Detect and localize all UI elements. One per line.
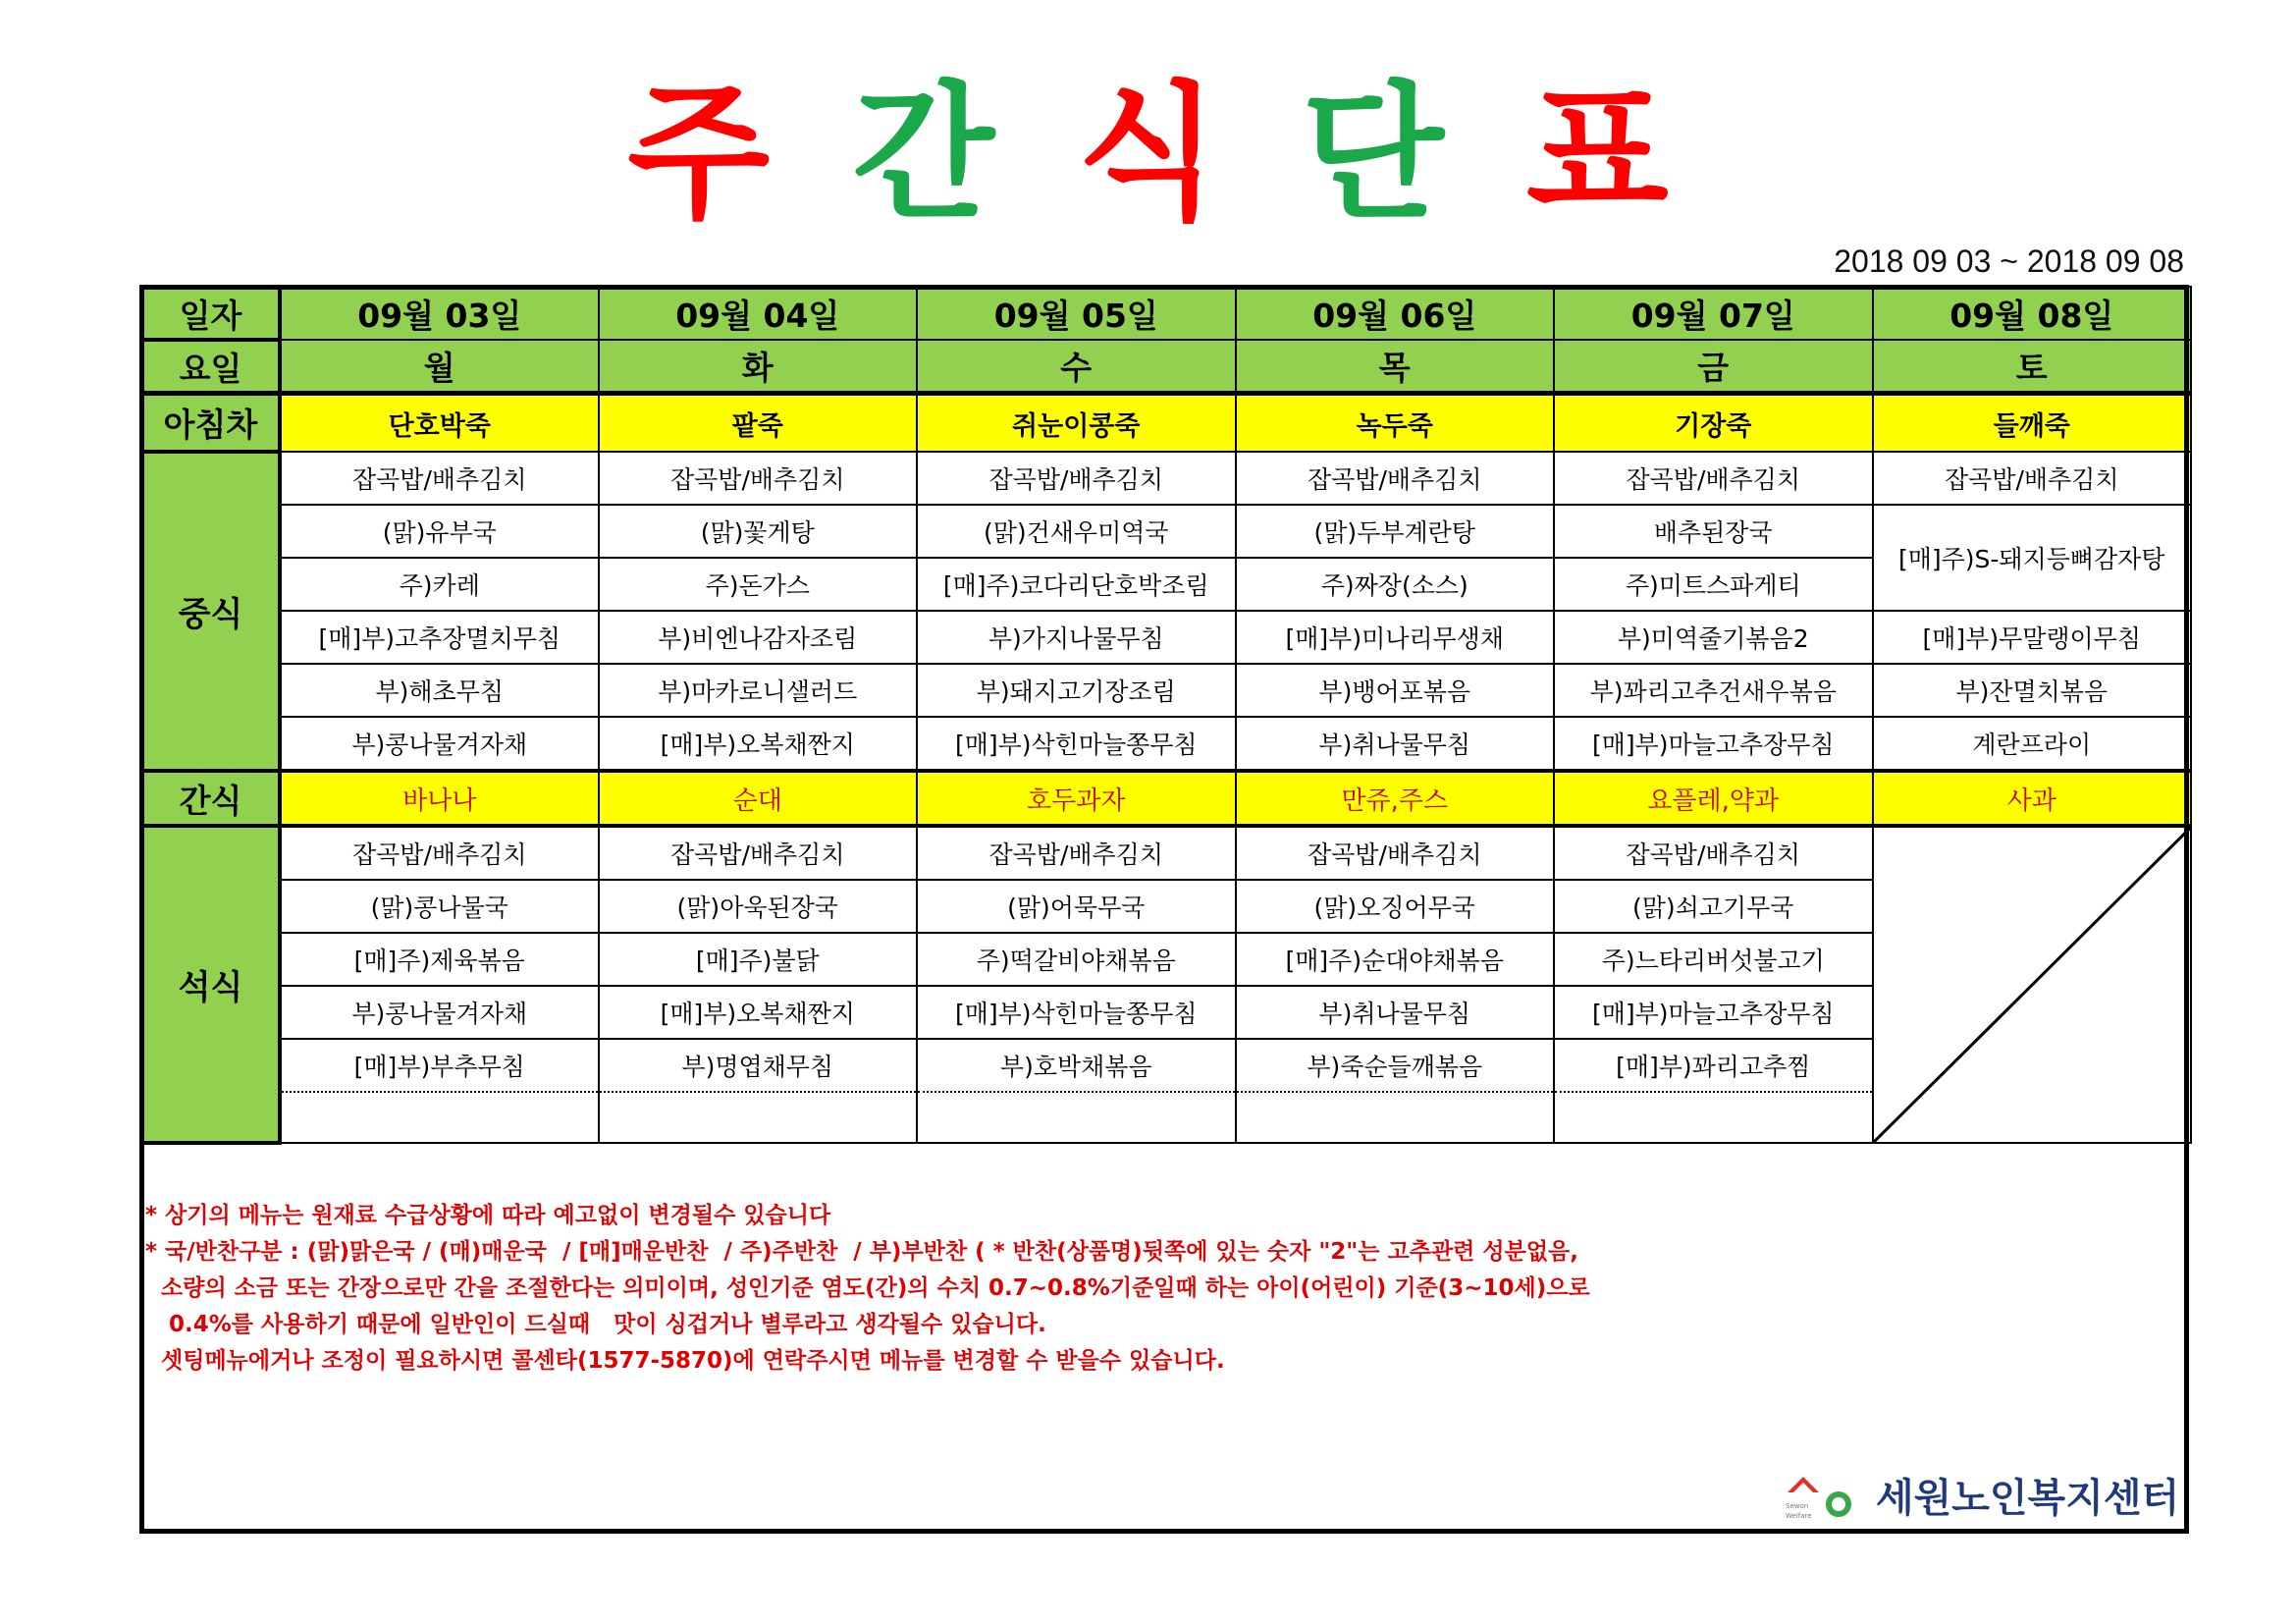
dinner-item: 주)떡갈비야채볶음 [917, 933, 1236, 986]
lunch-item: 주)카레 [280, 558, 599, 611]
logo-mark-text-1: Sewon [1786, 1502, 1809, 1510]
breakfast-item: 쥐눈이콩죽 [917, 394, 1236, 453]
breakfast-item: 단호박죽 [280, 394, 599, 453]
dinner-item: 잡곡밥/배추김치 [599, 826, 918, 880]
lunch-item: 부)콩나물겨자채 [280, 717, 599, 771]
lunch-item: (맑)꽃게탕 [599, 505, 918, 558]
title-char: 간 [852, 69, 995, 240]
dinner-item: [매]주)불닭 [599, 933, 918, 986]
dinner-item: 주)느타리버섯불고기 [1554, 933, 1873, 986]
title-char: 단 [1301, 69, 1444, 240]
dinner-item: 부)호박채볶음 [917, 1039, 1236, 1092]
title-char: 식 [1077, 69, 1219, 240]
weekday-header: 금 [1554, 340, 1873, 394]
dinner-item: [매]부)꽈리고추찜 [1554, 1039, 1873, 1092]
snack-item: 바나나 [280, 771, 599, 826]
lunch-item: 배추된장국 [1554, 505, 1873, 558]
lunch-item: 부)해초무침 [280, 664, 599, 717]
breakfast-item: 들깨죽 [1873, 394, 2192, 453]
snack-item: 사과 [1873, 771, 2192, 826]
lunch-item: 부)미역줄기볶음2 [1554, 611, 1873, 664]
dinner-item: (맑)콩나물국 [280, 880, 599, 933]
dinner-item: [매]주)순대야채볶음 [1236, 933, 1555, 986]
dinner-item: [매]부)마늘고추장무침 [1554, 986, 1873, 1039]
page-title [0, 69, 2296, 240]
row-label-breakfast: 아침차 [141, 394, 280, 453]
note-line: * 상기의 메뉴는 원재료 수급상황에 따라 예고없이 변경될수 있습니다 [145, 1203, 831, 1228]
lunch-item: [매]주)S-돼지등뼈감자탕 [1873, 505, 2192, 611]
note-line: 소량의 소금 또는 간장으로만 간을 조절한다는 의미이며, 성인기준 염도(간)의 수치 0.7~0.8%기준일때 하는 아이(어린이) 기준(3~10세)으로 [145, 1275, 1590, 1301]
note-line: * 국/반찬구분 : (맑)맑은국 / (매)매운국 / [매]매운반찬 / 주)주반찬 / 부)부반찬 ( * 반찬(상품명)뒷쪽에 있는 숫자 "2"는 고추관련 성분없음, [145, 1239, 1578, 1265]
date-header: 09월 03일 [280, 287, 599, 340]
lunch-item: 부)취나물무침 [1236, 717, 1555, 771]
lunch-item: (맑)두부계란탕 [1236, 505, 1555, 558]
dinner-item: [매]부)삭힌마늘쫑무침 [917, 986, 1236, 1039]
house-circle-logo-icon [1782, 1467, 1855, 1526]
dinner-item: 부)취나물무침 [1236, 986, 1555, 1039]
date-header: 09월 05일 [917, 287, 1236, 340]
lunch-item: 부)가지나물무침 [917, 611, 1236, 664]
weekday-header: 토 [1873, 340, 2192, 394]
breakfast-item: 녹두죽 [1236, 394, 1555, 453]
lunch-item: 잡곡밥/배추김치 [280, 452, 599, 505]
lunch-item: 계란프라이 [1873, 717, 2192, 771]
dinner-item: 부)죽순들깨볶음 [1236, 1039, 1555, 1092]
lunch-item: 부)마카로니샐러드 [599, 664, 918, 717]
weekday-header: 화 [599, 340, 918, 394]
lunch-item: [매]부)무말랭이무침 [1873, 611, 2192, 664]
date-header: 09월 06일 [1236, 287, 1555, 340]
lunch-item: 주)미트스파게티 [1554, 558, 1873, 611]
note-line: 셋팅메뉴에거나 조정이 필요하시면 콜센타(1577-5870)에 연락주시면 메뉴를 변경할 수 받을수 있습니다. [145, 1348, 1225, 1374]
breakfast-item: 기장죽 [1554, 394, 1873, 453]
snack-item: 요플레,약과 [1554, 771, 1873, 826]
row-label-dinner: 석식 [141, 826, 280, 1143]
row-label-date: 일자 [141, 287, 280, 340]
dinner-item: 잡곡밥/배추김치 [280, 826, 599, 880]
weekday-header: 월 [280, 340, 599, 394]
lunch-item: 잡곡밥/배추김치 [599, 452, 918, 505]
lunch-item: [매]부)마늘고추장무침 [1554, 717, 1873, 771]
snack-item: 만쥬,주스 [1236, 771, 1555, 826]
dinner-item: 잡곡밥/배추김치 [917, 826, 1236, 880]
lunch-item: (맑)유부국 [280, 505, 599, 558]
title-char: 주 [627, 69, 771, 240]
lunch-item: 주)짜장(소스) [1236, 558, 1555, 611]
dinner-item: 잡곡밥/배추김치 [1236, 826, 1555, 880]
dinner-item: 부)콩나물겨자채 [280, 986, 599, 1039]
date-range: 2018 09 03 ~ 2018 09 08 [1834, 244, 2184, 279]
date-header: 09월 08일 [1873, 287, 2192, 340]
center-logo [1782, 1461, 2194, 1530]
dinner-item: [매]부)오복채짠지 [599, 986, 918, 1039]
weekday-header: 수 [917, 340, 1236, 394]
lunch-item: 잡곡밥/배추김치 [1873, 452, 2192, 505]
logo-mark-text-2: Welfare [1786, 1512, 1812, 1520]
dinner-item: [매]주)제육볶음 [280, 933, 599, 986]
dinner-item: 부)명엽채무침 [599, 1039, 918, 1092]
snack-item: 순대 [599, 771, 918, 826]
notes [145, 1198, 2167, 1380]
note-line: 0.4%를 사용하기 때문에 일반인이 드실때 맛이 싱겁거나 별루라고 생각될수 있습니다. [145, 1312, 1046, 1337]
lunch-item: 부)잔멸치볶음 [1873, 664, 2192, 717]
lunch-item: 부)뱅어포볶음 [1236, 664, 1555, 717]
dinner-item: (맑)어묵무국 [917, 880, 1236, 933]
lunch-item: [매]부)오복채짠지 [599, 717, 918, 771]
lunch-item: 부)꽈리고추건새우볶음 [1554, 664, 1873, 717]
lunch-item: [매]부)미나리무생채 [1236, 611, 1555, 664]
row-label-snack: 간식 [141, 771, 280, 826]
date-header: 09월 04일 [599, 287, 918, 340]
lunch-item: 잡곡밥/배추김치 [1554, 452, 1873, 505]
lunch-item: [매]주)코다리단호박조림 [917, 558, 1236, 611]
snack-item: 호두과자 [917, 771, 1236, 826]
lunch-item: 부)돼지고기장조림 [917, 664, 1236, 717]
dinner-item: [매]부)부추무침 [280, 1039, 599, 1092]
lunch-item: [매]부)삭힌마늘쫑무침 [917, 717, 1236, 771]
lunch-item: 잡곡밥/배추김치 [917, 452, 1236, 505]
dinner-item: (맑)오징어무국 [1236, 880, 1555, 933]
lunch-item: 잡곡밥/배추김치 [1236, 452, 1555, 505]
lunch-item: 주)돈가스 [599, 558, 918, 611]
dinner-item: (맑)아욱된장국 [599, 880, 918, 933]
lunch-item: (맑)건새우미역국 [917, 505, 1236, 558]
dinner-item: 잡곡밥/배추김치 [1554, 826, 1873, 880]
row-label-lunch: 중식 [141, 452, 280, 771]
breakfast-item: 팥죽 [599, 394, 918, 453]
center-name: 세원노인복지센터 [1876, 1476, 2180, 1521]
title-char: 표 [1525, 69, 1669, 240]
lunch-item: 부)비엔나감자조림 [599, 611, 918, 664]
lunch-item: [매]부)고추장멸치무침 [280, 611, 599, 664]
row-label-weekday: 요일 [141, 340, 280, 394]
weekday-header: 목 [1236, 340, 1555, 394]
date-header: 09월 07일 [1554, 287, 1873, 340]
dinner-item: (맑)쇠고기무국 [1554, 880, 1873, 933]
